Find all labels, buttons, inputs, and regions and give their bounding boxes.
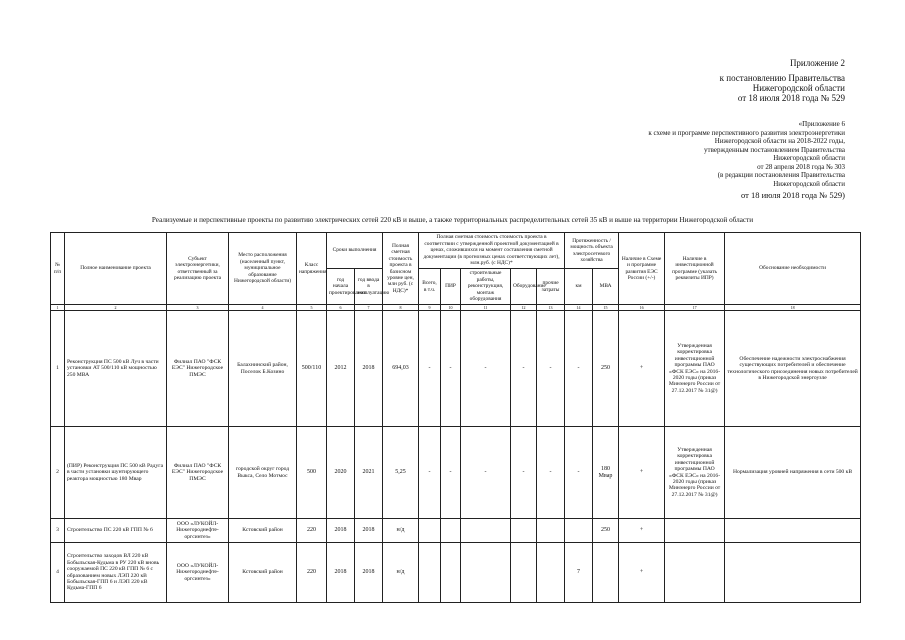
header-mva: МВА bbox=[593, 269, 619, 305]
table-row bbox=[51, 427, 861, 519]
row-construction bbox=[461, 543, 511, 603]
column-number: 15 bbox=[593, 305, 619, 311]
table-row bbox=[51, 311, 861, 427]
row-num: 1 bbox=[51, 311, 65, 427]
annex-line: утвержденным постановлением Правительства bbox=[704, 145, 845, 154]
header-capacity: Протяженность / мощность объекта электросетевого хозяйства bbox=[565, 233, 619, 269]
column-number: 7 bbox=[355, 305, 383, 311]
row-start: 2018 bbox=[327, 543, 355, 603]
row-other: - bbox=[537, 427, 565, 519]
row-km bbox=[565, 519, 593, 543]
header-terms: Сроки выполнения bbox=[327, 233, 383, 269]
row-name: Реконструкция ПС 500 кВ Луч в части установки АТ 500/110 кВ мощностью 250 МВА bbox=[65, 311, 167, 427]
column-number: 17 bbox=[665, 305, 725, 311]
row-num: 4 bbox=[51, 543, 65, 603]
row-cost: 5,25 bbox=[383, 427, 419, 519]
row-end: 2021 bbox=[355, 427, 383, 519]
annex-line: Нижегородской области на 2018-2022 годы, bbox=[714, 137, 845, 145]
document-title: Реализуемые и перспективные проекты по развитию электрических сетей 220 кВ и выше, а также территориальных распределительных сетей 35 кВ и выше на территории Нижегородской области bbox=[151, 216, 754, 224]
row-subject: Филиал ПАО "ФСК ЕЭС" Нижегородское ПМЭС bbox=[167, 427, 229, 519]
annex-line: к схеме и программе перспективного развития электроэнергетики bbox=[648, 128, 845, 137]
annex-line: «Приложение 6 bbox=[798, 120, 845, 128]
column-number: 11 bbox=[461, 305, 511, 311]
column-number: 1 bbox=[51, 305, 65, 311]
header-name: Полное наименование проекта bbox=[65, 233, 167, 305]
column-number: 10 bbox=[441, 305, 461, 311]
row-end: 2018 bbox=[355, 311, 383, 427]
header-full-cost: Полная сметная стоимость проекта в базисном уровне цен, млн руб. (с НДС)* bbox=[383, 233, 419, 305]
row-pir: - bbox=[441, 427, 461, 519]
row-name: Строительство ПС 220 кВ ГПП № 6 bbox=[65, 519, 167, 543]
column-number: 4 bbox=[229, 305, 297, 311]
header-location: Место расположения (населенный пункт, муниципальное образование Нижегородской области) bbox=[229, 233, 297, 305]
row-necessity: Нормализация уровней напряжения в сети 500 кВ bbox=[725, 427, 861, 519]
row-end: 2018 bbox=[355, 519, 383, 543]
row-invest bbox=[665, 543, 725, 603]
row-cost: н/д bbox=[383, 543, 419, 603]
header-subject: Субъект электроэнергетики, ответственный за реализацию проекта bbox=[167, 233, 229, 305]
header-total: Всего, в т.ч. bbox=[419, 269, 441, 305]
column-number: 9 bbox=[419, 305, 441, 311]
row-necessity bbox=[725, 519, 861, 543]
column-number: 8 bbox=[383, 305, 419, 311]
row-mva: 180 Мвар bbox=[593, 427, 619, 519]
column-number: 12 bbox=[511, 305, 537, 311]
row-scheme: + bbox=[619, 543, 665, 603]
row-location: Балахнинский район, Поселок Б.Козино bbox=[229, 311, 297, 427]
row-location: Кстовский район bbox=[229, 519, 297, 543]
column-number: 2 bbox=[65, 305, 167, 311]
appendix-line: от 18 июля 2018 года № 529 bbox=[737, 93, 845, 103]
projects-table bbox=[50, 232, 861, 603]
row-mva: 250 bbox=[593, 519, 619, 543]
row-total: - bbox=[419, 427, 441, 519]
header-pir: ПИР bbox=[441, 269, 461, 305]
row-total bbox=[419, 519, 441, 543]
row-scheme: + bbox=[619, 427, 665, 519]
row-km: - bbox=[565, 311, 593, 427]
header-voltage: Класс напряжения bbox=[297, 233, 327, 305]
row-other: - bbox=[537, 311, 565, 427]
row-scheme: + bbox=[619, 311, 665, 427]
appendix-line: к постановлению Правительства bbox=[719, 73, 845, 83]
column-number: 18 bbox=[725, 305, 861, 311]
header-cost-current: Полная сметная стоимость стоимость проекта в соответствии с утвержденной проектной документацией в ценах, сложившихся на момент составления сметной документации (в прогнозных ценах соответствующих лет), млн.руб. (с НДС)* bbox=[419, 233, 565, 269]
row-cost: н/д bbox=[383, 519, 419, 543]
row-num: 2 bbox=[51, 427, 65, 519]
row-cost: 694,03 bbox=[383, 311, 419, 427]
column-number: 3 bbox=[167, 305, 229, 311]
row-equipment bbox=[511, 543, 537, 603]
row-location: Кстовский район bbox=[229, 543, 297, 603]
row-invest: Утвержденная корректировка инвестиционной программы ПАО «ФСК ЕЭС» на 2016-2020 годы (приказ Минэнерго России от 27.12.2017 № 31@) bbox=[665, 427, 725, 519]
row-scheme: + bbox=[619, 519, 665, 543]
header-other: прочие затраты bbox=[537, 269, 565, 305]
row-km: - bbox=[565, 427, 593, 519]
row-subject: Филиал ПАО "ФСК ЕЭС" Нижегородское ПМЭС bbox=[167, 311, 229, 427]
row-construction bbox=[461, 519, 511, 543]
row-pir bbox=[441, 519, 461, 543]
row-other bbox=[537, 543, 565, 603]
row-num: 3 bbox=[51, 519, 65, 543]
row-subject: ООО «ЛУКОЙЛ-Нижегороднефте-оргсинтез» bbox=[167, 543, 229, 603]
header-km: км bbox=[565, 269, 593, 305]
column-number: 5 bbox=[297, 305, 327, 311]
row-equipment: - bbox=[511, 311, 537, 427]
annex-line: от 18 июля 2018 года № 529) bbox=[740, 190, 845, 200]
row-necessity: Обеспечение надежности электроснабжения существующих потребителей и обеспечение технологического присоединения новых потребителей в Нижегородской энергоузле bbox=[725, 311, 861, 427]
row-invest bbox=[665, 519, 725, 543]
header-scheme: Наличие в Схеме и программе развития ЕЭС России (+/-) bbox=[619, 233, 665, 305]
row-mva: 250 bbox=[593, 311, 619, 427]
row-start: 2020 bbox=[327, 427, 355, 519]
column-number: 16 bbox=[619, 305, 665, 311]
header-invest: Наличие в инвестиционной программе (указать реквизиты ИПР) bbox=[665, 233, 725, 305]
appendix-line: Приложение 2 bbox=[789, 58, 845, 68]
header-equipment: Оборудование bbox=[511, 269, 537, 305]
row-voltage: 220 bbox=[297, 519, 327, 543]
header-commission: год ввода в эксплуатацию bbox=[355, 269, 383, 305]
table-row bbox=[51, 543, 861, 603]
row-construction: - bbox=[461, 427, 511, 519]
row-start: 2012 bbox=[327, 311, 355, 427]
row-equipment bbox=[511, 519, 537, 543]
row-necessity bbox=[725, 543, 861, 603]
annex-line: (в редакции постановления Правительства bbox=[717, 171, 845, 179]
row-mva bbox=[593, 543, 619, 603]
row-voltage: 220 bbox=[297, 543, 327, 603]
row-total: - bbox=[419, 311, 441, 427]
table-row bbox=[51, 519, 861, 543]
row-pir: - bbox=[441, 311, 461, 427]
header-start: год начала проектирования bbox=[327, 269, 355, 305]
row-construction: - bbox=[461, 311, 511, 427]
row-subject: ООО «ЛУКОЙЛ-Нижегороднефте-оргсинтез» bbox=[167, 519, 229, 543]
appendix-block bbox=[720, 58, 845, 103]
row-end: 2018 bbox=[355, 543, 383, 603]
row-km: 7 bbox=[565, 543, 593, 603]
column-number: 13 bbox=[537, 305, 565, 311]
column-number: 6 bbox=[327, 305, 355, 311]
row-invest: Утвержденная корректировка инвестиционной программы ПАО «ФСК ЕЭС» на 2016-2020 годы (приказ Минэнерго России от 27.12.2017 № 31@) bbox=[665, 311, 725, 427]
appendix-line: Нижегородской области bbox=[752, 83, 845, 93]
annex-line: Нижегородской области bbox=[773, 154, 845, 162]
row-name: (ПИР) Реконструкция ПС 500 кВ Радуга в части установки шунтирующего реактора мощностью 180 Мвар bbox=[65, 427, 167, 519]
column-number: 14 bbox=[565, 305, 593, 311]
row-equipment: - bbox=[511, 427, 537, 519]
annex-block bbox=[648, 120, 845, 200]
row-start: 2018 bbox=[327, 519, 355, 543]
row-total bbox=[419, 543, 441, 603]
header-construction: строительные работы, реконструкция, монтаж оборудования bbox=[461, 269, 511, 305]
annex-line: Нижегородской области bbox=[773, 179, 845, 188]
row-voltage: 500 bbox=[297, 427, 327, 519]
header-num: № п/п bbox=[51, 233, 65, 305]
row-voltage: 500/110 bbox=[297, 311, 327, 427]
row-pir bbox=[441, 543, 461, 603]
row-other bbox=[537, 519, 565, 543]
row-location: городской округ город Выкса, Село Мотмос bbox=[229, 427, 297, 519]
header-necessity: Обоснование необходимости bbox=[725, 233, 861, 305]
annex-line: от 28 апреля 2018 года № 303 bbox=[757, 162, 845, 171]
row-name: Строительство заходов ВЛ 220 кВ Бобыльская-Кудьма в РУ 220 кВ вновь сооружаемой ПС 220 кВ ГПП № 6 с образованием новых ЛЭП 220 кВ Бобыльская-ГПП 6 и ЛЭП 220 кВ Кудьма-ГПП 6 bbox=[65, 543, 167, 603]
